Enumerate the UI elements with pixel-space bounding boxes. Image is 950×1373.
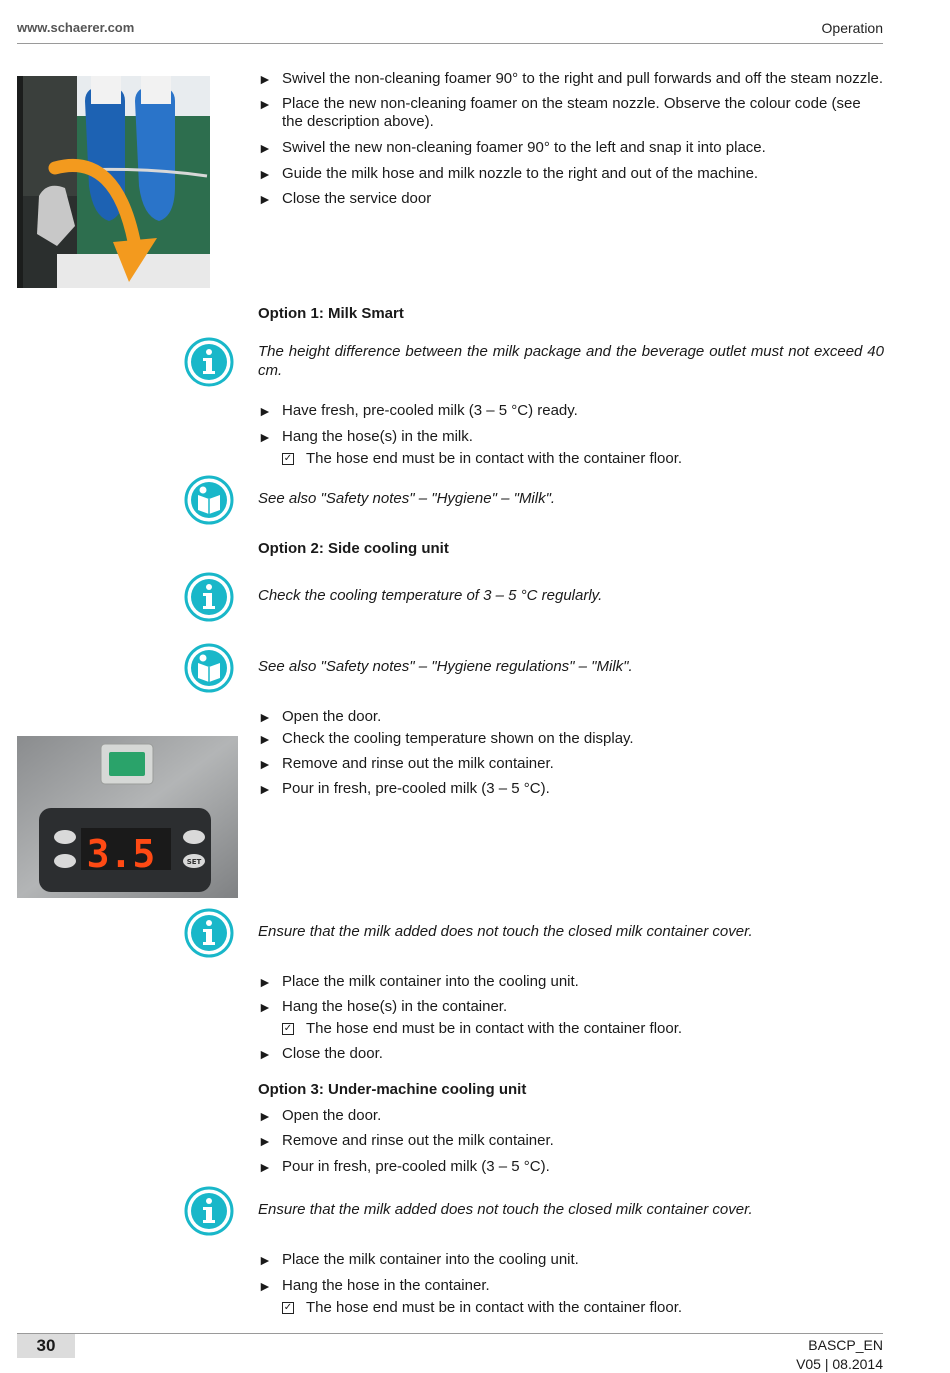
option3-ensure: Ensure that the milk added does not touch the closed milk container cover. <box>258 1201 753 1218</box>
checkmark-box-icon: ✓ <box>283 1023 293 1034</box>
machine-interior-photo <box>17 76 210 288</box>
step-open-door: ► Open the door. <box>258 708 382 725</box>
display-reading: 3.5 <box>86 832 156 876</box>
step-check-temperature: ► Check the cooling temperature shown on the display. <box>258 730 634 747</box>
step-place-foamer: ► Place the new non-cleaning foamer on the steam nozzle. Observe the colour code (see the description above). <box>258 95 861 130</box>
step-text: Pour in fresh, pre-cooled milk (3 – 5 °C). <box>282 1158 550 1175</box>
step-text: Have fresh, pre-cooled milk (3 – 5 °C) ready. <box>282 402 578 419</box>
step-text: Place the new non-cleaning foamer on the steam nozzle. Observe the colour code (see the description above). <box>282 95 861 130</box>
manual-reference-icon <box>184 475 234 525</box>
option1-heading: Option 1: Milk Smart <box>258 305 404 322</box>
step-text: Remove and rinse out the milk container. <box>282 1132 554 1149</box>
option2-see-also: See also "Safety notes" – "Hygiene regulations" – "Milk". <box>258 658 633 675</box>
check-hose-contact <box>282 1299 886 1317</box>
check-text: The hose end must be in contact with the container floor. <box>306 1020 683 1037</box>
step-place-container: ► Place the milk container into the cooling unit. <box>258 973 579 990</box>
page-number: 30 <box>17 1334 75 1358</box>
step-text: Open the door. <box>282 1107 382 1124</box>
step-pour-milk: ► Pour in fresh, pre-cooled milk (3 – 5 °C). <box>258 1158 550 1175</box>
step-guide-hose: ► Guide the milk hose and milk nozzle to the right and out of the machine. <box>258 165 759 182</box>
step-swivel-left: ► Swivel the new non-cleaning foamer 90° to the left and snap it into place. <box>258 139 766 156</box>
info-icon <box>184 908 234 958</box>
step-hang-hoses-container: ► Hang the hose(s) in the container. <box>258 998 508 1015</box>
step-text: Hang the hose(s) in the milk. <box>282 428 473 445</box>
step-hang-hose-container: ► Hang the hose in the container. <box>258 1277 490 1294</box>
option2-heading: Option 2: Side cooling unit <box>258 540 449 557</box>
option3-heading: Option 3: Under-machine cooling unit <box>258 1081 527 1098</box>
check-text: The hose end must be in contact with the container floor. <box>306 1299 683 1316</box>
set-button-label: SET <box>186 858 202 866</box>
footer-doc-id: BASCP_EN <box>808 1337 883 1353</box>
step-rinse-container: ► Remove and rinse out the milk container. <box>258 1132 554 1149</box>
step-text: Check the cooling temperature shown on the display. <box>282 730 634 747</box>
option2-ensure: Ensure that the milk added does not touch the closed milk container cover. <box>258 923 753 940</box>
footer-divider <box>17 1333 883 1334</box>
check-hose-contact <box>282 1020 886 1038</box>
manual-reference-icon <box>184 643 234 693</box>
step-text: Swivel the new non-cleaning foamer 90° to the left and snap it into place. <box>282 139 766 156</box>
step-text: Pour in fresh, pre-cooled milk (3 – 5 °C). <box>282 780 550 797</box>
cooling-display-photo <box>17 736 238 898</box>
step-text: Hang the hose in the container. <box>282 1277 490 1294</box>
step-text: Remove and rinse out the milk container. <box>282 755 554 772</box>
info-icon <box>184 572 234 622</box>
step-text: Place the milk container into the cooling unit. <box>282 1251 579 1268</box>
step-text: Hang the hose(s) in the container. <box>282 998 508 1015</box>
step-text: Open the door. <box>282 708 382 725</box>
header-section: Operation <box>821 20 883 36</box>
checkmark-box-icon: ✓ <box>283 1302 293 1313</box>
step-place-container: ► Place the milk container into the cooling unit. <box>258 1251 579 1268</box>
option2-note: Check the cooling temperature of 3 – 5 °C regularly. <box>258 587 603 604</box>
step-close-service-door: ► Close the service door <box>258 190 432 207</box>
step-hang-hose: ► Hang the hose(s) in the milk. <box>258 428 473 445</box>
step-text: Swivel the non-cleaning foamer 90° to the right and pull forwards and off the steam nozzle. <box>282 70 884 87</box>
header-website: www.schaerer.com <box>17 20 135 35</box>
step-open-door: ► Open the door. <box>258 1107 382 1124</box>
option1-see-also: See also "Safety notes" – "Hygiene" – "Milk". <box>258 490 556 507</box>
step-text: Close the service door <box>282 190 432 207</box>
check-hose-contact <box>282 450 886 468</box>
check-text: The hose end must be in contact with the container floor. <box>306 450 683 467</box>
option1-note: The height difference between the milk package and the beverage outlet must not exceed 40 cm. <box>258 343 884 379</box>
info-icon <box>184 1186 234 1236</box>
step-have-milk: ► Have fresh, pre-cooled milk (3 – 5 °C) ready. <box>258 402 578 419</box>
checkmark-box-icon: ✓ <box>283 453 293 464</box>
info-icon <box>184 337 234 387</box>
step-text: Close the door. <box>282 1045 383 1062</box>
header-divider <box>17 43 883 44</box>
step-text: Place the milk container into the cooling unit. <box>282 973 579 990</box>
step-close-door: ► Close the door. <box>258 1045 383 1062</box>
step-rinse-container: ► Remove and rinse out the milk container. <box>258 755 554 772</box>
footer-version: V05 | 08.2014 <box>796 1356 883 1372</box>
step-pour-milk: ► Pour in fresh, pre-cooled milk (3 – 5 °C). <box>258 780 550 797</box>
step-swivel-right: ► Swivel the non-cleaning foamer 90° to the right and pull forwards and off the steam nozzle. <box>258 70 884 87</box>
step-text: Guide the milk hose and milk nozzle to the right and out of the machine. <box>282 165 759 182</box>
